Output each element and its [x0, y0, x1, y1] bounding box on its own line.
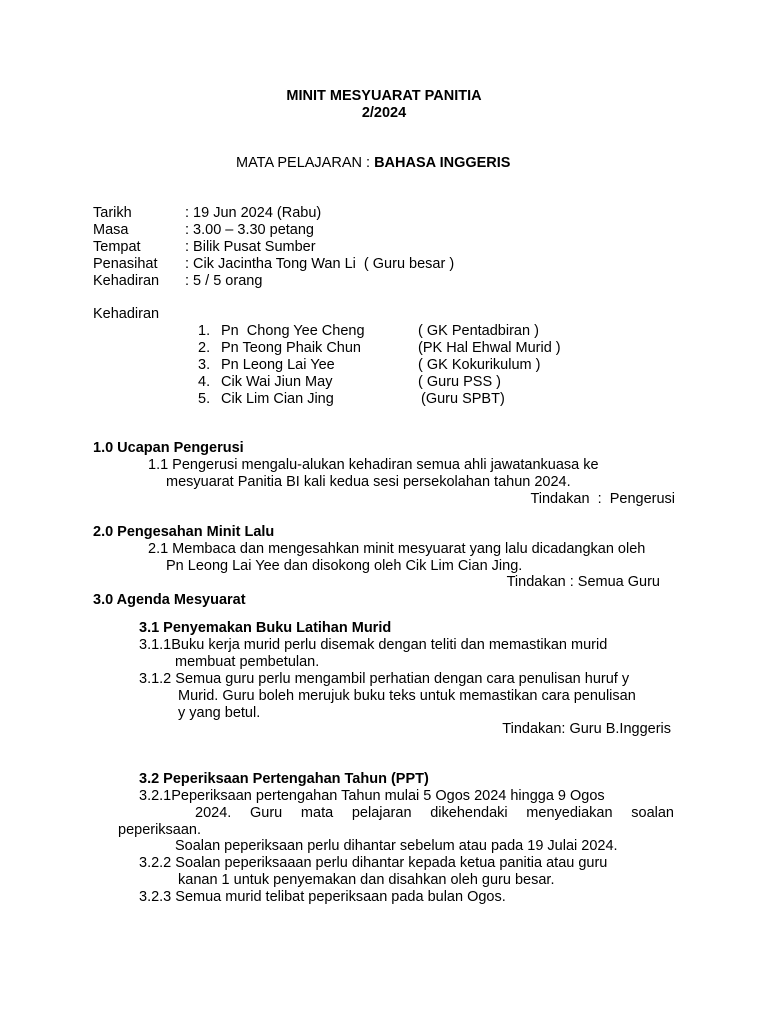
attendee-name: Cik Wai Jiun May [221, 374, 333, 390]
subsection-3-1-item-cont: y yang betul. [178, 705, 261, 721]
attendee-name: Pn Leong Lai Yee [221, 357, 335, 373]
section-2-item-cont: Pn Leong Lai Yee dan disokong oleh Cik Lim Cian Jing. [166, 558, 523, 574]
subsection-3-2-item: 3.2.1Peperiksaan pertengahan Tahun mulai 5 Ogos 2024 hingga 9 Ogos [139, 788, 605, 804]
section-2-item: 2.1 Membaca dan mengesahkan minit mesyuarat yang lalu dicadangkan oleh [148, 541, 646, 557]
subsection-3-2-item-cont: peperiksaan. [118, 822, 202, 838]
attendee-name: Pn Chong Yee Cheng [221, 323, 365, 339]
subsection-3-2-item: 3.2.3 Semua murid telibat peperiksaan pada bulan Ogos. [139, 889, 506, 905]
subsection-3-1-item: 3.1.1Buku kerja murid perlu disemak dengan teliti dan memastikan murid [139, 637, 608, 653]
detail-label-date: Tarikh [93, 205, 132, 221]
subsection-3-2-item: 3.2.2 Soalan peperiksaaan perlu dihantar kepada ketua panitia atau guru [139, 855, 608, 871]
detail-label-venue: Tempat [93, 239, 141, 255]
section-1-heading: 1.0 Ucapan Pengerusi [93, 440, 244, 456]
detail-label-advisor: Penasihat [93, 256, 158, 272]
attendee-role: (Guru SPBT) [421, 391, 505, 407]
detail-label-time: Masa [93, 222, 129, 238]
subsection-3-2-heading: 3.2 Peperiksaan Pertengahan Tahun (PPT) [139, 771, 429, 787]
detail-value-time: : 3.00 – 3.30 petang [185, 222, 314, 238]
detail-value-advisor: : Cik Jacintha Tong Wan Li ( Guru besar ) [185, 256, 455, 272]
section-3-heading: 3.0 Agenda Mesyuarat [93, 592, 246, 608]
subject-label: MATA PELAJARAN : [236, 155, 375, 171]
attendee-name: Cik Lim Cian Jing [221, 391, 334, 407]
attendee-number: 2. [198, 340, 211, 356]
subsection-3-2-item-cont: kanan 1 untuk penyemakan dan disahkan oleh guru besar. [178, 872, 555, 888]
attendee-role: ( Guru PSS ) [418, 374, 501, 390]
detail-value-attendance: : 5 / 5 orang [185, 273, 263, 289]
attendee-role: ( GK Pentadbiran ) [418, 323, 539, 339]
attendee-number: 3. [198, 357, 211, 373]
subject-line [236, 155, 510, 172]
detail-value-date: : 19 Jun 2024 (Rabu) [185, 205, 322, 221]
subsection-3-1-heading: 3.1 Penyemakan Buku Latihan Murid [139, 620, 392, 636]
meeting-number: 2/2024 [361, 105, 407, 121]
document-title: MINIT MESYUARAT PANITIA [286, 88, 482, 104]
section-1-item: 1.1 Pengerusi mengalu-alukan kehadiran semua ahli jawatankuasa ke [148, 457, 599, 473]
subsection-3-2-item-cont: 2024. Guru mata pelajaran dikehendaki menyediakan soalan [195, 805, 674, 821]
detail-label-attendance: Kehadiran [93, 273, 160, 289]
attendee-role: ( GK Kokurikulum ) [418, 357, 541, 373]
subsection-3-1-action: Tindakan: Guru B.Inggeris [502, 721, 671, 737]
subsection-3-1-item: 3.1.2 Semua guru perlu mengambil perhatian dengan cara penulisan huruf y [139, 671, 630, 687]
section-2-heading: 2.0 Pengesahan Minit Lalu [93, 524, 275, 540]
attendee-number: 1. [198, 323, 211, 339]
subsection-3-1-item-cont: membuat pembetulan. [175, 654, 320, 670]
section-1-item-cont: mesyuarat Panitia BI kali kedua sesi persekolahan tahun 2024. [166, 474, 571, 490]
section-2-action: Tindakan : Semua Guru [506, 574, 660, 590]
attendee-number: 4. [198, 374, 211, 390]
attendance-heading: Kehadiran [93, 306, 160, 322]
section-1-action: Tindakan : Pengerusi [530, 491, 675, 507]
attendee-role: (PK Hal Ehwal Murid ) [418, 340, 561, 356]
detail-value-venue: : Bilik Pusat Sumber [185, 239, 316, 255]
attendee-name: Pn Teong Phaik Chun [221, 340, 362, 356]
subsection-3-1-item-cont: Murid. Guru boleh merujuk buku teks untuk memastikan cara penulisan [178, 688, 636, 704]
subsection-3-2-item-cont: Soalan peperiksaan perlu dihantar sebelum atau pada 19 Julai 2024. [175, 838, 618, 854]
attendee-number: 5. [198, 391, 211, 407]
subject-value: BAHASA INGGERIS [374, 155, 511, 171]
